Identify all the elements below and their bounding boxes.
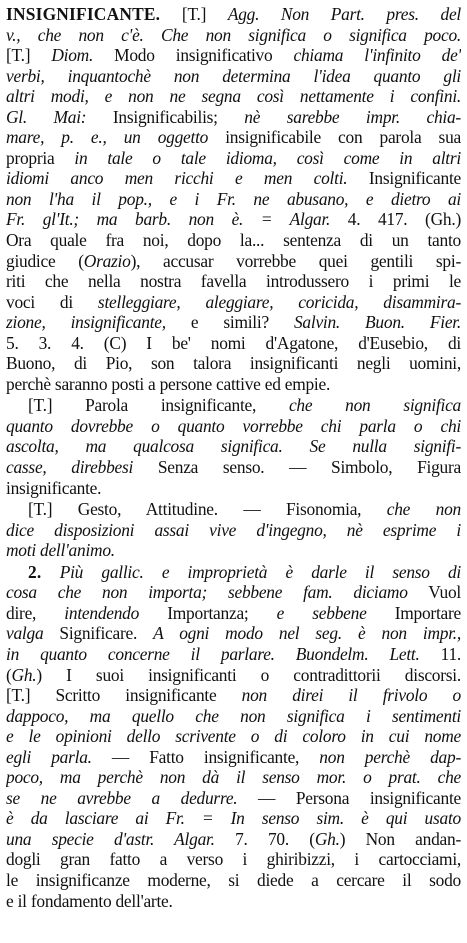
- italic-run: altri modi, e non ne segna così nettamente i confini.: [6, 86, 461, 107]
- roman-run: voci di: [6, 291, 98, 312]
- italic-run: nè sarebbe impr. chia-: [244, 106, 461, 127]
- italic-run: Agg. Non Part. pres. del: [227, 4, 461, 24]
- text-line: [6, 374, 461, 395]
- roman-run: riti che nella nostra favella introdussero i primi le: [6, 271, 461, 292]
- italic-run: e le opinioni dello scrivente o di coloro in cui nome: [6, 726, 461, 747]
- text-line: [6, 540, 461, 561]
- text-line: [6, 333, 461, 354]
- italic-run: Gl. Mai:: [6, 106, 87, 127]
- text-line: [6, 230, 461, 251]
- text-line: [6, 127, 461, 148]
- roman-run: insignificante.: [6, 477, 102, 498]
- text-line: [6, 478, 461, 499]
- text-line: [6, 209, 461, 230]
- text-line: [6, 86, 461, 107]
- roman-run: Significare.: [43, 623, 154, 644]
- text-line: [6, 457, 461, 478]
- roman-run: [T.] Gesto, Attitudine. — Fisonomia,: [28, 499, 387, 520]
- italic-run: valga: [6, 623, 44, 644]
- italic-run: Gh.: [314, 828, 340, 849]
- text-line: [6, 251, 461, 272]
- italic-run: v., che non c'è. Che non significa o significa poco.: [6, 24, 461, 45]
- italic-run: idiomi anco men ricchi e men colti.: [6, 168, 348, 189]
- roman-run: [T.] Scritto insignificante: [6, 685, 242, 706]
- bold-run: 2.: [28, 561, 42, 582]
- italic-run: egli parla.: [6, 746, 92, 767]
- roman-run: [41, 562, 59, 582]
- text-line: [6, 66, 461, 87]
- italic-run: in tale o tale idioma, così come in altri: [74, 147, 461, 168]
- text-line: [6, 891, 461, 912]
- italic-run: intendendo: [64, 602, 140, 623]
- roman-run: — Fatto insignificante,: [91, 746, 320, 767]
- text-line: [6, 499, 461, 520]
- roman-run: Importanza;: [139, 602, 277, 623]
- text-line: [6, 271, 461, 292]
- italic-run: è da lasciare ai Fr. = In senso sim. è qui usato: [6, 808, 461, 829]
- roman-run: propria: [6, 147, 75, 168]
- text-line: [6, 726, 461, 747]
- text-line: [6, 829, 461, 850]
- roman-run: Vuol: [407, 582, 461, 603]
- entry-paragraph: [6, 4, 461, 394]
- italic-run: Salvin. Buon. Fier.: [293, 312, 461, 333]
- italic-run: zione, insignificante,: [6, 312, 166, 333]
- text-line: [6, 107, 461, 128]
- roman-run: Buono, di Pio, son talora insignificanti negli uomini,: [6, 353, 461, 374]
- roman-run: [T.] Parola insignificante,: [28, 395, 289, 416]
- text-line: [6, 292, 461, 313]
- italic-run: Orazio: [83, 250, 131, 271]
- text-line: [6, 849, 461, 870]
- text-line: [6, 168, 461, 189]
- roman-run: Ora quale fra noi, dopo la... sentenza di un tanto: [6, 230, 461, 251]
- roman-run: 4. 417. (Gh.): [330, 209, 461, 230]
- italic-run: casse, direbbesi: [6, 457, 134, 478]
- text-line: [6, 562, 461, 583]
- italic-run: dappoco, ma quello che non significa i sentimenti: [6, 705, 461, 726]
- roman-run: Modo insignificativo: [93, 45, 294, 66]
- text-line: [6, 4, 461, 25]
- text-line: [6, 25, 461, 46]
- text-line: [6, 582, 461, 603]
- italic-run: cosa che non importa; sebbene fam. diciamo: [6, 582, 408, 603]
- text-line: [6, 416, 461, 437]
- entry-paragraph: [6, 499, 461, 561]
- roman-run: e simili?: [165, 312, 294, 333]
- text-line: [6, 644, 461, 665]
- italic-run: Fr. gl'It.; ma barb. non è. = Algar.: [6, 209, 331, 230]
- text-line: [6, 436, 461, 457]
- italic-run: verbi, inquantochè non determina l'idea quanto gli: [6, 65, 461, 86]
- italic-run: moti dell'animo.: [6, 540, 115, 561]
- italic-run: non perchè dap-: [319, 746, 461, 767]
- text-line: [6, 870, 461, 891]
- text-line: [6, 706, 461, 727]
- text-line: [6, 189, 461, 210]
- roman-run: — Persona insignificante: [237, 787, 461, 808]
- text-line: [6, 312, 461, 333]
- text-line: [6, 767, 461, 788]
- italic-run: A ogni modo nel seg. è non impr.,: [153, 623, 461, 644]
- entry-paragraph: [6, 395, 461, 498]
- italic-run: mare, p. e., un oggetto: [6, 127, 209, 148]
- italic-run: non direi il frivolo o: [241, 685, 461, 706]
- roman-run: dire,: [6, 602, 65, 623]
- italic-run: in quanto concerne il parlare. Buondelm. Lett.: [6, 643, 420, 664]
- roman-run: 11.: [419, 643, 461, 664]
- italic-run: ascolta, ma qualcosa significa. Se nulla signifi-: [6, 436, 461, 457]
- italic-run: poco, ma perchè non dà il senso mor. o prat. che: [6, 767, 461, 788]
- italic-run: quanto dovrebbe o quanto vorrebbe chi parla o chi: [6, 415, 461, 436]
- entry-paragraph: [6, 562, 461, 911]
- roman-run: e il fondamento dell'arte.: [6, 890, 173, 911]
- italic-run: che non significa: [288, 395, 461, 416]
- italic-run: Diom.: [51, 45, 94, 66]
- italic-run: non l'ha il pop., e i Fr. ne abusano, e dietro ai: [6, 188, 461, 209]
- bold-run: INSIGNIFICANTE.: [6, 4, 161, 24]
- roman-run: ) I suoi insignificanti o contradittorii discorsi.: [36, 664, 461, 685]
- roman-run: ), accusar vorrebbe quei gentili spi-: [130, 250, 461, 271]
- roman-run: Senza senso. — Simbolo, Figura: [133, 457, 461, 478]
- roman-run: perchè saranno posti a persone cattive ed empie.: [6, 373, 331, 394]
- text-line: [6, 353, 461, 374]
- italic-run: e sebbene: [276, 602, 367, 623]
- roman-run: 5. 3. 4. (C) I be' nomi d'Agatone, d'Eusebio, di: [6, 332, 461, 353]
- text-line: [6, 45, 461, 66]
- italic-run: una specie d'astr. Algar.: [6, 828, 215, 849]
- text-line: [6, 520, 461, 541]
- roman-run: Insignificabilis;: [86, 106, 245, 127]
- text-line: [6, 623, 461, 644]
- roman-run: [T.]: [160, 4, 228, 24]
- roman-run: Importare: [366, 602, 461, 623]
- roman-run: Insignificante: [347, 168, 461, 189]
- roman-run: giudice (: [6, 250, 84, 271]
- text-line: [6, 808, 461, 829]
- text-line: [6, 788, 461, 809]
- roman-run: le insignificanze moderne, si diede a cercare il sodo: [6, 869, 461, 890]
- text-line: [6, 603, 461, 624]
- text-line: [6, 747, 461, 768]
- text-line: [6, 665, 461, 686]
- italic-run: Più gallic. e improprietà è darle il senso di: [59, 561, 461, 582]
- italic-run: dice disposizioni assai vive d'ingegno, nè esprime i: [6, 519, 461, 540]
- roman-run: insignificabile con parola sua: [208, 127, 461, 148]
- text-line: [6, 148, 461, 169]
- italic-run: chiama l'infinito de': [293, 45, 461, 66]
- text-line: [6, 685, 461, 706]
- roman-run: dogli gran fatto a verso i ghiribizzi, i cartocciami,: [6, 849, 461, 870]
- text-line: [6, 395, 461, 416]
- roman-run: ) Non andan-: [339, 828, 461, 849]
- italic-run: stelleggiare, aleggiare, coricida, disammira-: [97, 291, 461, 312]
- roman-run: (: [6, 664, 12, 685]
- italic-run: Gh.: [11, 664, 37, 685]
- roman-run: 7. 70. (: [214, 828, 315, 849]
- italic-run: se ne avrebbe a dedurre.: [6, 787, 238, 808]
- italic-run: che non: [386, 499, 461, 520]
- roman-run: [T.]: [6, 45, 52, 66]
